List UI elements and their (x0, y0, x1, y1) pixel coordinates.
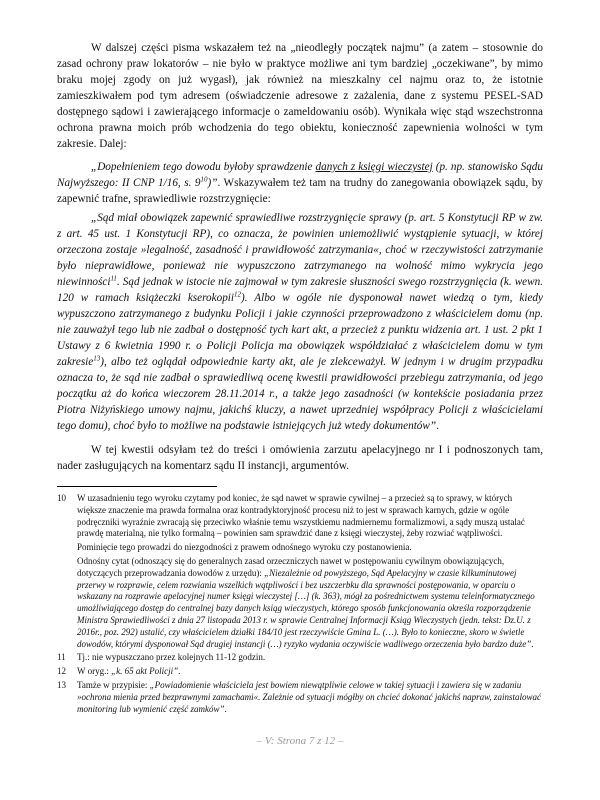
footnote-12-intro: W oryg.: (77, 666, 112, 677)
footnote-10 (57, 493, 543, 540)
quote-part-d: ), albo też oglądał odpowiednie karty akt, ale je zlekceważył. W jednym i w drugim przypadku oznacza to, że sąd nie zadbał o sprawiedliwą ocenę kwestii prawidłowości przebiegu zatrzymania, od jego początku aż do końca wieczorem 28.11.2014 r., a także jego zasadności (w kontekście posiadania przez Piotra Niżyńskiego umowy najmu, jakichś kluczy, a nawet uprzedniej współpracy Policji z właścicielami tego domu), choć było to możliwe na podstawie istniejących już wtedy dokumentów” (57, 356, 543, 432)
quote-part-c: ). Albo w ogóle nie dysponował nawet wiedzą o tym, kiedy wypuszczono zatrzymanego z budynku Policji i jakie czynności przeprowadzono z właścicielem domu (np. nie zauważył tego lub nie zadbał o dostępność tych kart akt, a przecież z punktu widzenia art. 1 ust. 2 pkt 1 Ustawy z 6 kwietnia 1990 r. o Policji Policja ma obowiązek współdziałać z właścicielem domu w tym zakresie (57, 292, 543, 368)
paragraph-3-quote (57, 210, 543, 434)
footnote-12 (57, 666, 543, 678)
footnotes (57, 493, 543, 717)
footnote-12-period: . (178, 666, 181, 677)
page-footer: – V: Strona 7 z 12 – (256, 735, 344, 747)
footnote-11 (57, 652, 543, 664)
paragraph-2 (57, 159, 543, 207)
footnote-separator (57, 486, 217, 487)
footnote-number: 11 (57, 652, 66, 663)
footnote-number: 10 (57, 493, 66, 503)
footnote-12-quote: „k. 65 akt Policji” (111, 666, 179, 677)
footnote-10-period: . (531, 638, 534, 649)
footnote-ref-10: 10 (200, 175, 208, 184)
quote-part-b: . Sąd jednak w istocie nie zajmował w tym zakresie słuszności swego rozstrzygnięcia (k. wewn. 120 w ramach książeczki kserokopii (57, 276, 543, 304)
footnote-ref-11: 11 (110, 274, 117, 283)
footnote-10-intro: Odnośny cytat (odnoszący się do generalnych zasad orzeczniczych nawet w postępowaniu cywilnym obowiązujących, dotyczących przeprowadzania dowodów z urzędu): (77, 555, 505, 578)
quote-end: )” (207, 177, 218, 189)
quote-period: . (436, 420, 439, 432)
footnote-ref-12: 12 (234, 290, 242, 299)
footnote-10-quote: „Niezależnie od powyższego, Sąd Apelacyjny w czasie kilkuminutowej przerwy w rozprawie, celem rozwiania wszelkich wątpliwości i bez uszczerbku dla sprawności postępowania, w oparciu o wskazany na rozprawie apelacyjnej numer księgi wieczystej […] (k. 363), mógł za pośrednictwem systemu teleinformatycznego umożliwiającego dostęp do centralnej bazy danych ksiąg wieczystych, którego sposób funkcjonowania określa rozporządzenie Ministra Sprawiedliwości z dnia 27 listopada 2013 r. w sprawie Centralnej Informacji Ksiąg Wieczystych (jedn. tekst: Dz.U. z 2016r., poz. 292) ustalić, czy właścicielem działki 184/10 jest rzeczywiście Gmina L. (…). Było to konieczne, skoro w świetle dowodów, którymi dysponował Sąd drugiej instancji (…) ryzyko wydania oczywiście wadliwego orzeczenia było bardzo duże” (77, 567, 535, 649)
footnote-number: 12 (57, 666, 66, 677)
footnote-text (77, 666, 543, 678)
footnote-number: 13 (57, 679, 66, 690)
quote-part-a: „Sąd miał obowiązek zapewnić sprawiedliwe rozstrzygnięcie sprawy (p. art. 5 Konstytucji RP w zw. z art. 45 ust. 1 Konstytucji RP), co oznacza, że powinien uniemożliwić wystąpienie sytuacji, w której orzeczona zostaje »legalność, zasadność i prawidłowość zatrzymania«, choć w rzeczywistości zatrzymanie było nieprawidłowe, ponieważ nie wypuszczono zatrzymanego na wolność mimo wykrycia jego niewinności (57, 212, 543, 288)
footnote-13-quote: „Powiadomienie właściciela jest bowiem niewątpliwie celowe w takiej sytuacji i zawiera się w zadaniu »ochrona mienia przed bezprawnymi zamachami«. Zależnie od sytuacji mógłby on chcieć dokonać jakichś napraw, zainstalować monitoring lub wymienić część zamków” (77, 679, 541, 714)
footnote-10-para-2: Pominięcie tego prowadzi do niezgodności z prawem odnośnego wyroku czy postanowienia. (77, 542, 412, 553)
footnote-13-period: . (224, 703, 227, 714)
underlined-phrase: danych z księgi wieczystej (315, 161, 433, 173)
footnote-13-intro: Tamże w przypisie: (77, 679, 150, 690)
quote-middle: (p. np. stanowisko Sądu Najwyższego: II CNP 1/16, s. 9 (57, 161, 543, 189)
footnote-ref-13: 13 (93, 354, 101, 363)
footnote-13 (57, 680, 543, 715)
footnote-text: Tj.: nie wypuszczano przez kolejnych 11-12 godzin. (77, 652, 266, 663)
paragraph-4: W tej kwestii odsyłam też do treści i omówienia zarzutu apelacyjnego nr I i podnoszonych tam, nader zasługujących na komentarz sądu II instancji, argumentów. (57, 444, 543, 472)
document-body (57, 40, 543, 474)
footnote-text (77, 680, 543, 715)
paragraph-1: W dalszej części pisma wskazałem też na „nieodległy początek najmu” (a zatem – stosownie do zasad ochrony praw lokatorów – nie było w praktyce możliwe ani tym bardziej „oczekiwane”, by mimo braku mojej zgody on już wygasł), jak również na mieszkalny cel najmu oraz to, że istotnie zamieszkiwałem pod tym adresem (oświadczenie adresowe z zażalenia, dane z systemu PESEL-SAD dostępnego sądowi i zawierającego informacje o zameldowaniu osób). Wynikała więc stąd wszechstronna ochrona prawna moich prób wchodzenia do tego obiektu, konieczność zapewnienia wolności w tym zakresie. Dalej: (57, 42, 543, 150)
paragraph-2-rest: . Wskazywałem też tam na trudny do zanegowania obowiązek sądu, by zapewnić trafne, sprawiedliwie rozstrzygnięcie: (57, 177, 544, 205)
footnote-text: W uzasadnieniu tego wyroku czytamy pod koniec, że sąd nawet w sprawie cywilnej – a przecież są to sprawy, w których większe znaczenie ma prawda formalna oraz kontradyktoryjność procesu niż to jest w sprawach karnych, gdzie w ogóle podręczniki wyraźnie zwracają się przeciwko właśnie temu wszystkiemu nadmiernemu formalizmowi, a sądy muszą ustalać prawdę materialną, nie tylko formalną – powinien sam sprawdzić dane z księgi wieczystej, żeby rozwiać wątpliwości. (77, 493, 525, 539)
footnote-10-para-3 (57, 556, 543, 650)
quote-start: „Dopełnieniem tego dowodu byłoby sprawdzenie (91, 161, 316, 173)
